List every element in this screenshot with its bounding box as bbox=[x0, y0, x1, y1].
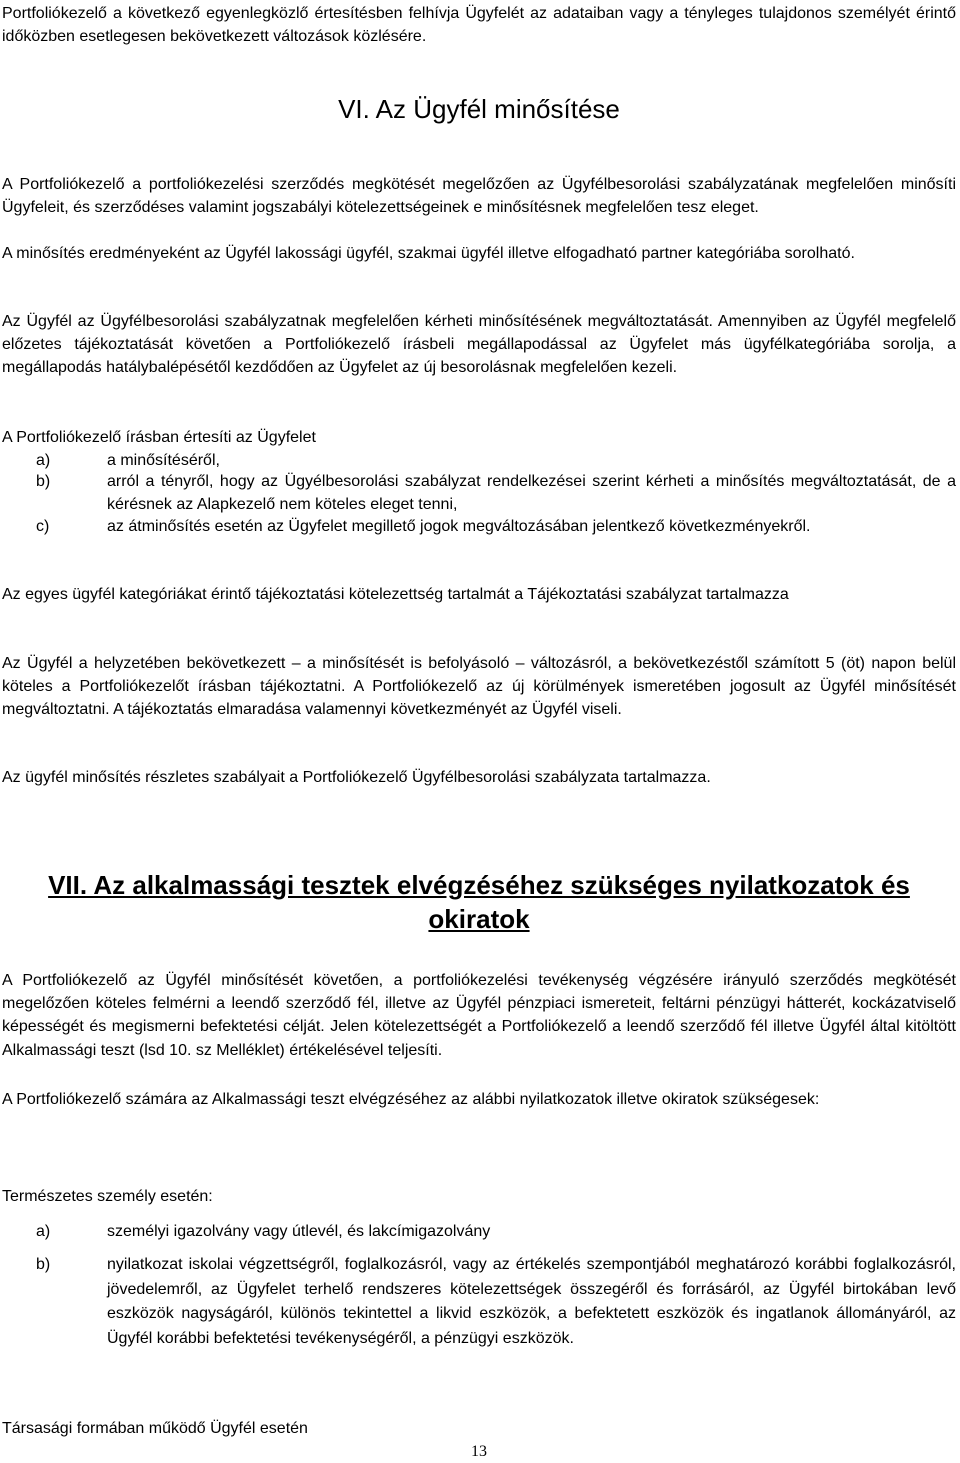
section-vi-heading: VI. Az Ügyfél minősítése bbox=[338, 94, 620, 124]
list-item bbox=[2, 1220, 956, 1243]
list-item-label: a) bbox=[36, 1223, 51, 1240]
list-item-label: b) bbox=[36, 1256, 51, 1273]
list-item bbox=[2, 449, 956, 472]
list-item-text: a minősítéséről, bbox=[107, 452, 220, 469]
list-item-label: b) bbox=[36, 473, 51, 490]
section-vii-paragraph-2: A Portfoliókezelő számára az Alkalmassági teszt elvégzéséhez az alábbi nyilatkozatok illetve okiratok szükségesek: bbox=[2, 1091, 820, 1108]
section-vii-heading-line-2: okiratok bbox=[428, 904, 530, 934]
list-item-text: arról a tényről, hogy az Ügyélbesorolási szabályzat rendelkezései szerint kérheti a minősítés megváltoztatását, de a kérésnek az Alapkezelő nem köteles eleget tenni, bbox=[107, 473, 956, 514]
section-vi-paragraph-2: A minősítés eredményeként az Ügyfél lakossági ügyfél, szakmai ügyfél illetve elfogadható partner kategóriába sorolható. bbox=[2, 245, 855, 262]
list-item-label: c) bbox=[36, 518, 50, 535]
section-vi-paragraph-6: Az Ügyfél a helyzetében bekövetkezett – a minősítését is befolyásoló – változásról, a bekövetkezéstől számított 5 (öt) napon belül köteles a Portfoliókezelőt írásban tájékoztatni. A Portfoliókezelő az új körülmények ismeretében jogosult az Ügyfél minősítését megváltoztatni. A tájékoztatás elmaradása valamennyi következményét az Ügyfél viseli. bbox=[2, 655, 956, 719]
section-vii-heading-line-1: VII. Az alkalmassági tesztek elvégzéséhez szükséges nyilatkozatok és bbox=[48, 870, 910, 900]
page-number: 13 bbox=[471, 1443, 487, 1460]
company-heading: Társasági formában működő Ügyfél esetén bbox=[2, 1420, 308, 1437]
list-item-text: nyilatkozat iskolai végzettségről, foglalkozásról, vagy az értékelés szempontjából meghatározó korábbi foglalkozásról, jövedelemről, az Ügyfelet terhelő rendszeres kötelezettségek összegéről és forrásáról, az Ügyfél birtokában levő eszközök nagyságáról, különös tekintettel a likvid eszközök, a befektetett eszközök és ingatlanok állományáról, az Ügyfél korábbi befektetési tevékenységéről, a pénzügyi eszközök. bbox=[107, 1256, 956, 1347]
intro-paragraph: Portfoliókezelő a következő egyenlegközlő értesítésben felhívja Ügyfelét az adataiban vagy a tényleges tulajdonos személyét érintő időközben esetlegesen bekövetkezett változások közlésére. bbox=[2, 5, 956, 46]
section-vi-paragraph-5: Az egyes ügyfél kategóriákat érintő tájékoztatási kötelezettség tartalmát a Tájékoztatási szabályzat tartalmazza bbox=[2, 586, 789, 603]
natural-person-heading: Természetes személy esetén: bbox=[2, 1188, 213, 1205]
list-item-text: személyi igazolvány vagy útlevél, és lakcímigazolvány bbox=[107, 1223, 491, 1240]
section-vii-heading bbox=[2, 868, 956, 936]
list-item-text: az átminősítés esetén az Ügyfelet megillető jogok megváltozásában jelentkező következményekről. bbox=[107, 518, 811, 535]
section-vi-paragraph-7: Az ügyfél minősítés részletes szabályait a Portfoliókezelő Ügyfélbesorolási szabályzata tartalmazza. bbox=[2, 769, 711, 786]
section-vi-paragraph-1: A Portfoliókezelő a portfoliókezelési szerződés megkötését megelőzően az Ügyfélbesorolási szabályzatának megfelelően minősíti Ügyfeleit, és szerződéses valamint jogszabályi kötelezettségeinek e minősítésnek megfelelően tesz eleget. bbox=[2, 176, 956, 217]
list-item-label: a) bbox=[36, 452, 51, 469]
section-vi-paragraph-3: Az Ügyfél az Ügyfélbesorolási szabályzatnak megfelelően kérheti minősítésének megváltoztatását. Amennyiben az Ügyfél megfelelő előzetes tájékoztatását követően a Portfoliókezelő írásbeli megállapodással az Ügyfelet más ügyfélkategóriába sorolja, a megállapodás hatálybalépésétől kezdődően az Ügyfelet az új besorolásnak megfelelően kezeli. bbox=[2, 313, 956, 377]
list-item bbox=[2, 470, 956, 516]
list-item bbox=[2, 515, 956, 538]
section-vii-paragraph-1: A Portfoliókezelő az Ügyfél minősítését követően, a portfoliókezelési tevékenység végzésére irányuló szerződés megkötését megelőzően köteles felmérni a leendő szerződő fél, illetve az Ügyfél pénzpiaci ismereteit, feltárni pénzügyi hátterét, kockázatviselő képességét és megismerni befektetési célját. Jelen kötelezettségét a Portfoliókezelő a leendő szerződő fél illetve Ügyfél által kitöltött Alkalmassági teszt (lsd 10. sz Melléklet) értékelésével teljesíti. bbox=[2, 972, 956, 1059]
section-vi-paragraph-4: A Portfoliókezelő írásban értesíti az Ügyfelet bbox=[2, 429, 316, 446]
list-item bbox=[2, 1253, 956, 1351]
